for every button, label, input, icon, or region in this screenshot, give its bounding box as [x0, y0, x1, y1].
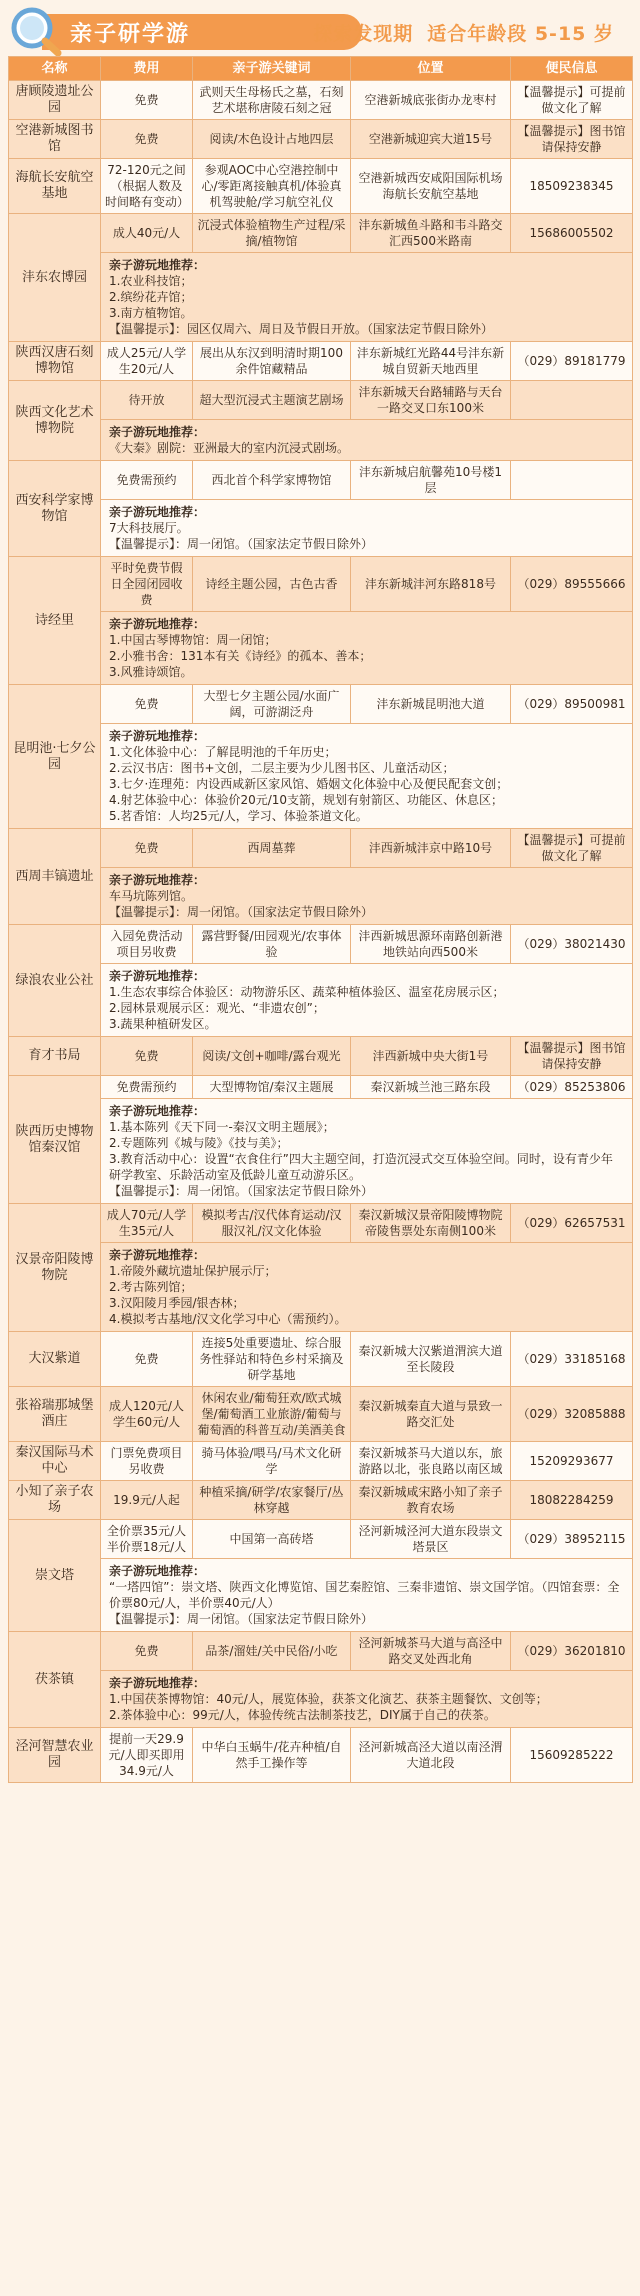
location-cell: 沣东新城昆明池大道	[351, 685, 511, 724]
table-row	[9, 1520, 633, 1559]
table-row	[9, 1481, 633, 1520]
fee-cell: 免费	[101, 1037, 193, 1076]
fee-cell: 成人40元/人	[101, 214, 193, 253]
keywords-cell: 阅读/木色设计占地四层	[193, 120, 351, 159]
location-cell: 沣东新城沣河东路818号	[351, 557, 511, 612]
info-cell: 15686005502	[511, 214, 633, 253]
keywords-cell: 阅读/文创+咖啡/露台观光	[193, 1037, 351, 1076]
recommendation-line: 【温馨提示】：周一闭馆。（国家法定节假日除外）	[109, 537, 374, 551]
fee-cell: 平时免费节假日全园闭园收费	[101, 557, 193, 612]
location-cell: 沣西新城沣京中路10号	[351, 829, 511, 868]
page-title: 亲子研学游	[70, 21, 191, 47]
recommendation-line: 3.汉阳陵月季园/银杏林；	[109, 1296, 245, 1310]
location-cell: 空港新城迎宾大道15号	[351, 120, 511, 159]
attraction-name: 崇文塔	[9, 1520, 101, 1632]
table-row	[9, 925, 633, 964]
recommendation-line: 4.模拟考古基地/汉文化学习中心（需预约）。	[109, 1312, 347, 1326]
keywords-cell: 超大型沉浸式主题演艺剧场	[193, 381, 351, 420]
recommendation-line: 1.中国茯茶博物馆：40元/人，展览体验，获茶文化演艺、获茶主题餐饮、文创等；	[109, 1692, 548, 1706]
recommendation-line: 5.茗香馆：人均25元/人，学习、体验茶道文化。	[109, 809, 368, 823]
recommendation-cell	[101, 420, 633, 461]
recommendation-line: 4.射艺体验中心：体验价20元/10支箭，规划有射箭区、功能区、休息区；	[109, 793, 504, 807]
attraction-name: 汉景帝阳陵博物院	[9, 1204, 101, 1332]
keywords-cell: 武则天生母杨氏之墓，石刻艺术堪称唐陵石刻之冠	[193, 81, 351, 120]
recommendation-line: 2.园林景观展示区：观光、“非遗农创”；	[109, 1001, 325, 1015]
keywords-cell: 诗经主题公园，古色古香	[193, 557, 351, 612]
recommendation-line: 7大科技展厅。	[109, 521, 189, 535]
keywords-cell: 西北首个科学家博物馆	[193, 461, 351, 500]
fee-cell: 免费	[101, 120, 193, 159]
column-header: 便民信息	[511, 57, 633, 81]
attraction-name: 空港新城图书馆	[9, 120, 101, 159]
recommendation-row	[9, 420, 633, 461]
info-cell	[511, 381, 633, 420]
keywords-cell: 西周墓葬	[193, 829, 351, 868]
location-cell: 秦汉新城兰池三路东段	[351, 1076, 511, 1099]
fee-cell: 免费需预约	[101, 1076, 193, 1099]
fee-cell: 72-120元之间（根据人数及时间略有变动）	[101, 159, 193, 214]
table-header-row	[9, 57, 633, 81]
attraction-name: 海航长安航空基地	[9, 159, 101, 214]
recommendation-cell	[101, 500, 633, 557]
fee-cell: 待开放	[101, 381, 193, 420]
recommendation-row	[9, 1671, 633, 1728]
info-cell: （029）32085888	[511, 1387, 633, 1442]
recommendation-cell	[101, 1559, 633, 1632]
recommendation-line: 1.基本陈列《天下同一-秦汉文明主题展》；	[109, 1120, 335, 1134]
info-cell: （029）38952115	[511, 1520, 633, 1559]
table-row	[9, 1204, 633, 1243]
attraction-name: 西周丰镐遗址	[9, 829, 101, 925]
fee-cell: 成人120元/人学生60元/人	[101, 1387, 193, 1442]
location-cell: 秦汉新城汉景帝阳陵博物院帝陵售票处东南侧100米	[351, 1204, 511, 1243]
fee-cell: 免费	[101, 829, 193, 868]
info-cell: （029）89181779	[511, 342, 633, 381]
fee-cell: 全价票35元/人半价票18元/人	[101, 1520, 193, 1559]
fee-cell: 19.9元/人起	[101, 1481, 193, 1520]
recommendation-row	[9, 253, 633, 342]
info-cell: （029）62657531	[511, 1204, 633, 1243]
attraction-name: 陕西文化艺术博物院	[9, 381, 101, 461]
table-row	[9, 557, 633, 612]
info-cell: （029）38021430	[511, 925, 633, 964]
recommendation-title: 亲子游玩地推荐：	[109, 1564, 206, 1578]
attraction-name: 沣东农博园	[9, 214, 101, 342]
info-cell: 【温馨提示】图书馆请保持安静	[511, 120, 633, 159]
recommendation-line: 【温馨提示】：周一闭馆。（国家法定节假日除外）	[109, 905, 374, 919]
recommendation-row	[9, 964, 633, 1037]
fee-cell: 提前一天29.9元/人即买即用34.9元/人	[101, 1728, 193, 1783]
recommendation-row	[9, 612, 633, 685]
keywords-cell: 模拟考古/汉代体育运动/汉服汉礼/汉文化体验	[193, 1204, 351, 1243]
keywords-cell: 参观AOC中心空港控制中心/零距离接触真机/体验真机驾驶舱/学习航空礼仪	[193, 159, 351, 214]
fee-cell: 免费	[101, 1332, 193, 1387]
recommendation-row	[9, 868, 633, 925]
location-cell: 沣东新城启航馨苑10号楼1层	[351, 461, 511, 500]
table-row	[9, 381, 633, 420]
recommendation-line: 【温馨提示】：园区仅周六、周日及节假日开放。（国家法定节假日除外）	[109, 322, 494, 336]
info-cell: （029）89500981	[511, 685, 633, 724]
table-row	[9, 214, 633, 253]
fee-cell: 门票免费项目另收费	[101, 1442, 193, 1481]
info-cell: 【温馨提示】可提前做文化了解	[511, 829, 633, 868]
table-row	[9, 1037, 633, 1076]
keywords-cell: 大型博物馆/秦汉主题展	[193, 1076, 351, 1099]
recommendation-title: 亲子游玩地推荐：	[109, 873, 206, 887]
recommendation-line: 2.专题陈列《城与陵》《技与美》；	[109, 1136, 289, 1150]
recommendation-line: 【温馨提示】：周一闭馆。（国家法定节假日除外）	[109, 1612, 374, 1626]
recommendation-cell	[101, 612, 633, 685]
keywords-cell: 中华白玉蜗牛/花卉种植/自然手工操作等	[193, 1728, 351, 1783]
recommendation-title: 亲子游玩地推荐：	[109, 505, 206, 519]
location-cell: 泾河新城茶马大道与高泾中路交叉处西北角	[351, 1632, 511, 1671]
info-cell: （029）36201810	[511, 1632, 633, 1671]
recommendation-row	[9, 1559, 633, 1632]
attraction-name: 泾河智慧农业园	[9, 1728, 101, 1783]
info-cell: 【温馨提示】可提前做文化了解	[511, 81, 633, 120]
location-cell: 沣东新城天台路辅路与天台一路交叉口东100米	[351, 381, 511, 420]
info-cell: 15609285222	[511, 1728, 633, 1783]
recommendation-line: 3.蔬果种植研发区。	[109, 1017, 217, 1031]
recommendation-line: 3.七夕·连理苑：内设西咸新区家风馆、婚姻文化体验中心及便民配套文创；	[109, 777, 509, 791]
info-cell: （029）85253806	[511, 1076, 633, 1099]
keywords-cell: 种植采摘/研学/农家餐厅/丛林穿越	[193, 1481, 351, 1520]
fee-cell: 成人25元/人学生20元/人	[101, 342, 193, 381]
table-row	[9, 461, 633, 500]
keywords-cell: 连接5处重要遗址、综合服务性驿站和特色乡村采摘及研学基地	[193, 1332, 351, 1387]
recommendation-line: 【温馨提示】：周一闭馆。（国家法定节假日除外）	[109, 1184, 374, 1198]
table-row	[9, 1076, 633, 1099]
column-header: 亲子游关键词	[193, 57, 351, 81]
location-cell: 空港新城底张街办龙枣村	[351, 81, 511, 120]
table-row	[9, 1632, 633, 1671]
location-cell: 秦汉新城秦直大道与景致一路交汇处	[351, 1387, 511, 1442]
column-header: 费用	[101, 57, 193, 81]
keywords-cell: 大型七夕主题公园/水面广阔，可游湖泛舟	[193, 685, 351, 724]
recommendation-line: 1.文化体验中心：了解昆明池的千年历史；	[109, 745, 337, 759]
location-cell: 秦汉新城咸宋路小知了亲子教育农场	[351, 1481, 511, 1520]
header	[8, 6, 632, 56]
attraction-name: 西安科学家博物馆	[9, 461, 101, 557]
recommendation-row	[9, 724, 633, 829]
recommendation-line: 2.茶体验中心：99元/人，体验传统古法制茶技艺，DIY属于自己的茯茶。	[109, 1708, 496, 1722]
table-row	[9, 342, 633, 381]
recommendation-cell	[101, 868, 633, 925]
attraction-name: 茯茶镇	[9, 1632, 101, 1728]
attraction-name: 大汉紫道	[9, 1332, 101, 1387]
table-row	[9, 829, 633, 868]
table-row	[9, 159, 633, 214]
recommendation-line: 车马坑陈列馆。	[109, 889, 194, 903]
location-cell: 空港新城西安咸阳国际机场海航长安航空基地	[351, 159, 511, 214]
info-cell	[511, 461, 633, 500]
recommendation-line: 2.云汉书店：图书+文创，二层主要为少儿图书区、儿童活动区；	[109, 761, 455, 775]
recommendation-line: 1.生态农事综合体验区：动物游乐区、蔬菜种植体验区、温室花房展示区；	[109, 985, 505, 999]
keywords-cell: 露营野餐/田园观光/农事体验	[193, 925, 351, 964]
keywords-cell: 沉浸式体验植物生产过程/采摘/植物馆	[193, 214, 351, 253]
table-row	[9, 1387, 633, 1442]
info-cell: （029）33185168	[511, 1332, 633, 1387]
location-cell: 沣西新城思源环南路创新港地铁站向西500米	[351, 925, 511, 964]
keywords-cell: 中国第一高砖塔	[193, 1520, 351, 1559]
keywords-cell: 展出从东汉到明清时期100余件馆藏精品	[193, 342, 351, 381]
recommendation-cell	[101, 964, 633, 1037]
info-cell: 18509238345	[511, 159, 633, 214]
recommendation-cell	[101, 1671, 633, 1728]
recommendation-line: 3.风雅诗颂馆。	[109, 665, 193, 679]
location-cell: 秦汉新城大汉紫道渭滨大道至长陵段	[351, 1332, 511, 1387]
location-cell: 泾河新城高泾大道以南泾渭大道北段	[351, 1728, 511, 1783]
recommendation-line: 1.农业科技馆；	[109, 274, 193, 288]
location-cell: 沣东新城鱼斗路和韦斗路交汇西500米路南	[351, 214, 511, 253]
recommendation-row	[9, 500, 633, 557]
recommendation-line: 1.帝陵外藏坑遗址保护展示厅；	[109, 1264, 277, 1278]
recommendation-title: 亲子游玩地推荐：	[109, 1104, 206, 1118]
location-cell: 秦汉新城茶马大道以东，旅游路以北，张良路以南区域	[351, 1442, 511, 1481]
fee-cell: 免费	[101, 685, 193, 724]
recommendation-line: 1.中国古琴博物馆：周一闭馆；	[109, 633, 277, 647]
attractions-table	[8, 56, 633, 1783]
recommendation-title: 亲子游玩地推荐：	[109, 425, 206, 439]
recommendation-title: 亲子游玩地推荐：	[109, 258, 206, 272]
location-cell: 沣西新城中央大街1号	[351, 1037, 511, 1076]
magnifier-icon	[8, 6, 64, 56]
table-row	[9, 1728, 633, 1783]
recommendation-line: 3.教育活动中心：设置“衣食住行”四大主题空间，打造沉浸式交互体验空间。同时，设有青少年研学教室、乐龄活动室及低龄儿童互动游乐区。	[109, 1152, 613, 1182]
recommendation-cell	[101, 1099, 633, 1204]
table-row	[9, 685, 633, 724]
recommendation-line: 2.缤纷花卉馆；	[109, 290, 193, 304]
attraction-name: 诗经里	[9, 557, 101, 685]
subtitle	[313, 19, 614, 46]
fee-cell: 免费	[101, 81, 193, 120]
location-cell: 沣东新城红光路44号沣东新城自贸新天地西里	[351, 342, 511, 381]
recommendation-title: 亲子游玩地推荐：	[109, 1676, 206, 1690]
subtitle-age: 适合年龄段 5-15 岁	[427, 23, 614, 45]
recommendation-row	[9, 1099, 633, 1204]
keywords-cell: 品茶/溜娃/关中民俗/小吃	[193, 1632, 351, 1671]
fee-cell: 入园免费活动项目另收费	[101, 925, 193, 964]
fee-cell: 免费需预约	[101, 461, 193, 500]
attraction-name: 张裕瑞那城堡酒庄	[9, 1387, 101, 1442]
subtitle-phase: 探索发现期	[313, 23, 414, 45]
attraction-name: 秦汉国际马术中心	[9, 1442, 101, 1481]
recommendation-title: 亲子游玩地推荐：	[109, 617, 206, 631]
recommendation-line: 《大秦》剧院：亚洲最大的室内沉浸式剧场。	[109, 441, 350, 455]
info-cell: 15209293677	[511, 1442, 633, 1481]
fee-cell: 成人70元/人学生35元/人	[101, 1204, 193, 1243]
recommendation-line: 2.小雅书舍：131本有关《诗经》的孤本、善本；	[109, 649, 372, 663]
table-row	[9, 1332, 633, 1387]
recommendation-cell	[101, 253, 633, 342]
recommendation-cell	[101, 1243, 633, 1332]
recommendation-cell	[101, 724, 633, 829]
keywords-cell: 休闲农业/葡萄狂欢/欧式城堡/葡萄酒工业旅游/葡萄与葡萄酒的科普互动/美酒美食	[193, 1387, 351, 1442]
column-header: 位置	[351, 57, 511, 81]
info-cell: 【温馨提示】图书馆请保持安静	[511, 1037, 633, 1076]
recommendation-title: 亲子游玩地推荐：	[109, 969, 206, 983]
keywords-cell: 骑马体验/喂马/马术文化研学	[193, 1442, 351, 1481]
recommendation-row	[9, 1243, 633, 1332]
attraction-name: 陕西汉唐石刻博物馆	[9, 342, 101, 381]
attraction-name: 育才书局	[9, 1037, 101, 1076]
attraction-name: 陕西历史博物馆秦汉馆	[9, 1076, 101, 1204]
attraction-name: 小知了亲子农场	[9, 1481, 101, 1520]
attraction-name: 唐顾陵遗址公园	[9, 81, 101, 120]
attraction-name: 绿浪农业公社	[9, 925, 101, 1037]
table-row	[9, 81, 633, 120]
recommendation-title: 亲子游玩地推荐：	[109, 1248, 206, 1262]
recommendation-line: “一塔四馆”：崇文塔、陕西文化博览馆、国艺秦腔馆、三秦非遗馆、崇文国学馆。（四馆套票：全价票80元/人，半价票40元/人）	[109, 1580, 620, 1610]
info-cell: （029）89555666	[511, 557, 633, 612]
recommendation-line: 3.南方植物馆。	[109, 306, 193, 320]
attraction-name: 昆明池·七夕公园	[9, 685, 101, 829]
info-cell: 18082284259	[511, 1481, 633, 1520]
location-cell: 泾河新城泾河大道东段崇文塔景区	[351, 1520, 511, 1559]
table-row	[9, 1442, 633, 1481]
recommendation-line: 2.考古陈列馆；	[109, 1280, 193, 1294]
table-row	[9, 120, 633, 159]
column-header: 名称	[9, 57, 101, 81]
recommendation-title: 亲子游玩地推荐：	[109, 729, 206, 743]
fee-cell: 免费	[101, 1632, 193, 1671]
